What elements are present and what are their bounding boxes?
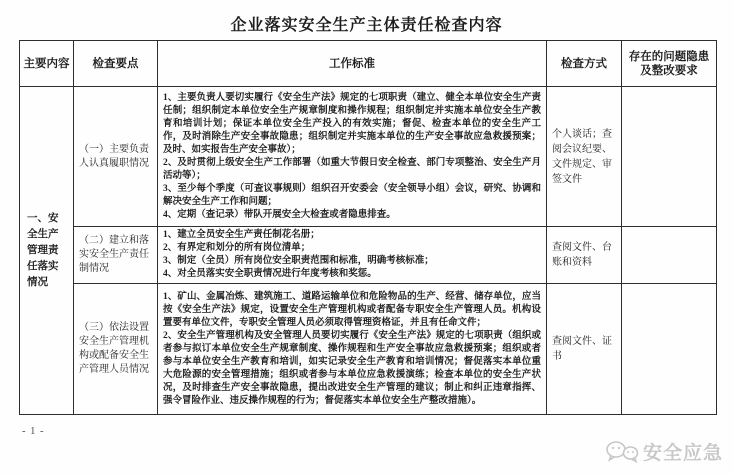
col-header-work-standards: 工作标准 [158, 41, 547, 87]
work-standards-cell-2 [158, 227, 547, 284]
col-header-main-content: 主要内容 [20, 41, 74, 87]
header-row [20, 41, 717, 87]
key-point-cell-2: （二）建立和落实安全生产责任制情况 [74, 227, 158, 284]
standard-item: 1、矿山、金属冶炼、建筑施工、道路运输单位和危险物品的生产、经营、储存单位，应当按《安全生产法》规定，设置安全生产管理机构或者配备专职安全生产管理人员。机构设置要有单位文件，专职安全管理人员必须取得管理资格证，并且有任命文件； [163, 291, 541, 328]
page-number: - 1 - [22, 426, 45, 437]
standard-item: 3、制定（全员）所有岗位安全职责范围和标准，明确考核标准； [163, 256, 434, 266]
standard-item: 2、及时贯彻上级安全生产工作部署（如重大节假日安全检查、部门专项整治、安全生产月活动等）； [163, 157, 541, 181]
key-point-cell-1: （一）主要负责人认真履职情况 [74, 87, 158, 227]
wechat-bubbles-icon [605, 440, 639, 464]
col-header-inspection-method: 检查方式 [547, 41, 622, 87]
standard-item: 1、建立全员安全生产责任制花名册； [163, 230, 320, 240]
standard-item: 2、有界定和划分的所有岗位清单； [163, 243, 311, 253]
table-row [20, 227, 717, 284]
standard-item: 4、对全员落实安全职责情况进行年度考核和奖惩。 [163, 269, 377, 279]
inspection-table [19, 40, 717, 415]
table-row [20, 284, 717, 415]
col-header-issues: 存在的问题隐患及整改要求 [622, 41, 717, 87]
table-row [20, 87, 717, 227]
watermark-text: 安全应急 [642, 443, 723, 464]
main-content-cell: 一、安全生产管理责任落实情况 [20, 87, 74, 415]
inspection-method-cell-2: 查阅文件、台账和资料 [547, 227, 622, 284]
page-title: 企业落实安全生产主体责任检查内容 [230, 17, 503, 34]
standard-item: 4、定期（查记录）带队开展安全大检查或者隐患排查。 [163, 209, 396, 220]
inspection-method-cell-3: 查阅文件、证书 [547, 284, 622, 415]
brand-watermark [605, 438, 723, 465]
col-header-key-points: 检查要点 [74, 41, 158, 87]
standard-item: 1、主要负责人要切实履行《安全生产法》规定的七项职责（建立、健全本单位安全生产责任制；组织制定本单位安全生产规章制度和操作规程；组织制定并实施本单位安全生产教育和培训计划；保证本单位安全生产投入的有效实施；督促、检查本单位的安全生产工作，及时消除生产安全事故隐患；组织制定并实施本单位的生产安全事故应急救援预案；及时、如实报告生产安全事故）； [163, 92, 541, 155]
issues-cell-3 [622, 284, 717, 415]
issues-cell-2 [622, 227, 717, 284]
standard-item: 2、安全生产管理机构及安全管理人员要切实履行《安全生产法》规定的七项职责（组织或者参与拟订本单位安全生产规章制度、操作规程和生产安全事故应急救援预案；组织或者参与本单位安全生产教育和培训，如实记录安全生产教育和培训情况；督促落实本单位重大危险源的安全管理措施；组织或者参与本单位应急救援演练；检查本单位的安全生产状况，及时排查生产安全事故隐患，提出改进安全生产管理的建议；制止和纠正违章指挥、强令冒险作业、违反操作规程的行为；督促落实本单位安全生产整改措施）。 [163, 330, 541, 406]
inspection-method-cell-1: 个人谈话；查阅会议纪要、文件规定、审签文件 [547, 87, 622, 227]
standard-item: 3、至少每个季度（可查议事规则）组织召开安委会（安全领导小组）会议，研究、协调和解决安全生产工作和问题； [163, 183, 541, 207]
issues-cell-1 [622, 87, 717, 227]
key-point-cell-3: （三）依法设置安全生产管理机构或配备安全生产管理人员情况 [74, 284, 158, 415]
work-standards-cell-3 [158, 284, 547, 415]
work-standards-cell-1 [158, 87, 547, 227]
